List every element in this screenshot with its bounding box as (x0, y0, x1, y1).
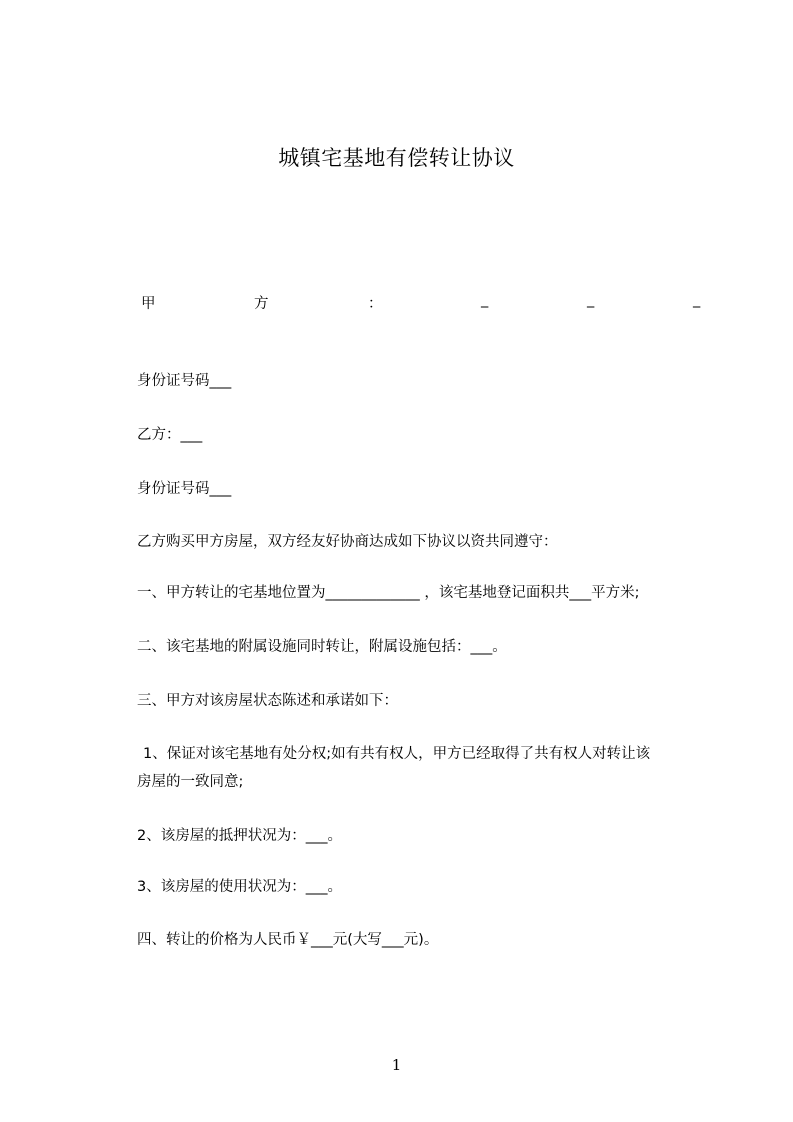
party-a-id-line: 身份证号码___ (137, 373, 232, 389)
clause-3-1-line-1: 1、保证对该宅基地有处分权;如有共有权人，甲方已经取得了共有权人对转让该 (143, 746, 651, 762)
intro-paragraph: 乙方购买甲方房屋，双方经友好协商达成如下协议以资共同遵守： (137, 534, 558, 550)
page-number: 1 (391, 1056, 402, 1074)
party-a-blank-1: _ (481, 292, 489, 308)
clause-3-1-line-2: 房屋的一致同意; (137, 774, 244, 790)
clause-4: 四、转让的价格为人民币￥___元(大写___元)。 (137, 932, 439, 948)
clause-3-3: 3、该房屋的使用状况为：___。 (137, 879, 342, 895)
party-a-colon: ： (368, 296, 383, 312)
clause-1: 一、甲方转让的宅基地位置为_____________ ，该宅基地登记面积共___平方米; (137, 585, 640, 601)
party-a-row (137, 292, 701, 312)
clause-3-1 (137, 740, 701, 796)
party-a-blank-2: _ (587, 292, 595, 308)
clause-3: 三、甲方对该房屋状态陈述和承诺如下： (137, 693, 398, 709)
party-a-label-char-2: 方 (254, 296, 269, 312)
party-a-label-char-1: 甲 (141, 296, 156, 312)
party-a-blank-3: _ (693, 292, 701, 308)
clause-3-2: 2、该房屋的抵押状况为：___。 (137, 828, 342, 844)
party-b-id-line: 身份证号码___ (137, 481, 232, 497)
clause-2: 二、该宅基地的附属设施同时转让，附属设施包括：___。 (137, 639, 507, 655)
document-title: 城镇宅基地有偿转让协议 (278, 146, 515, 170)
party-b-line: 乙方：___ (137, 427, 203, 443)
